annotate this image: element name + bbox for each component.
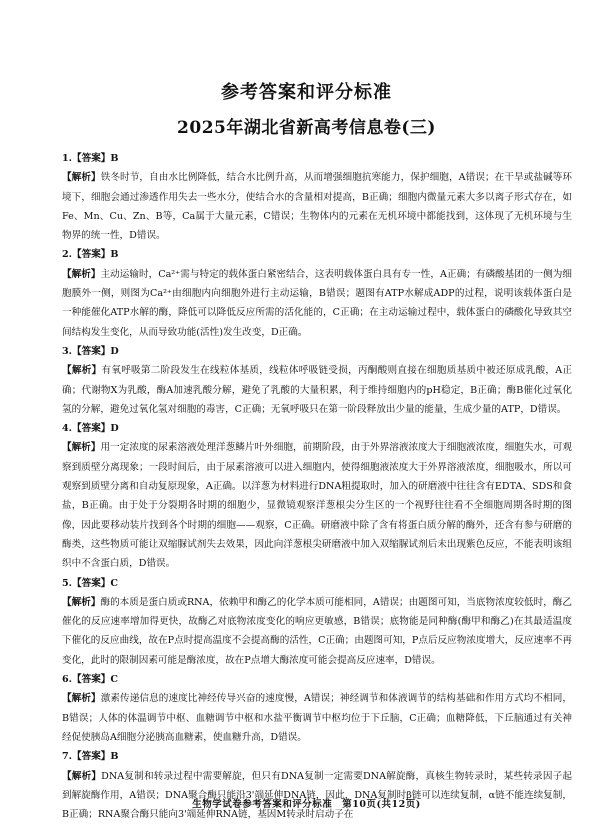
answer-item-5: [62, 574, 572, 670]
explanation-tag: 【解析】: [62, 442, 101, 454]
answer-label: 2.【答案】B: [62, 249, 119, 261]
answer-item-2: [62, 245, 572, 341]
answer-item-7: [62, 747, 572, 824]
page-subtitle: 2025年湖北省新高考信息卷(三): [177, 118, 436, 138]
answer-label: 1.【答案】B: [62, 153, 119, 164]
explanation-body: 酶的本质是蛋白质或RNA，依赖甲和酶乙的化学本质可能相同，A错误；由题图可知，当底物浓度较低时，酶乙催化的反应速率增加得更快，故酶乙对底物浓度变化的响应更敏感，B错误；底物能是同种酶(酶甲和酶乙)在其最适温度下催化的反应曲线，故在P点时提高温度不会提高酶的活性，C正确；由题图可知，P点后反应物浓度增大，反应速率不再变化，此时的限制因素可能是酶浓度，故在P点增大酶浓度可能会提高反应速率，D错误。: [62, 596, 573, 666]
answer-item-6: [62, 670, 572, 747]
page-footer: 生物学试卷参考答案和评分标准 第10页(共12页): [192, 799, 421, 810]
explanation-tag: 【解析】: [62, 172, 101, 184]
explanation-text: [62, 593, 572, 670]
answer-label: 6.【答案】C: [62, 674, 119, 686]
explanation-text: [62, 168, 572, 245]
explanation-text: [62, 438, 572, 573]
answer-item-1: [62, 149, 572, 245]
explanation-tag: 【解析】: [62, 268, 101, 280]
explanation-body: 激素传递信息的速度比神经传导兴奋的速度慢，A错误；神经调节和体液调节的结构基础和作用方式均不相同，B错误；人体的体温调节中枢、血糖调节中枢和水盐平衡调节中枢均位于下丘脑，C正确；血糖降低，下丘脑通过有关神经促使胰岛A细胞分泌胰高血糖素，使血糖升高，D错误。: [62, 693, 572, 743]
explanation-tag: 【解析】: [62, 365, 102, 377]
answer-label: 3.【答案】D: [62, 345, 119, 357]
explanation-body: DNA复制和转录过程中需要解旋，但只有DNA复制一定需要DNA解旋酶，真核生物转录时，某些转录因子起到解旋酶作用，A错误；DNA聚合酶只能沿3'端延伸DNA链，因此，DNA复制时β链可以连续复制，α链不能连续复制，B正确；RNA聚合酶只能向3'端延伸RNA链，基因M转录时启动子在: [62, 770, 573, 821]
explanation-text: [62, 361, 572, 419]
explanation-tag: 【解析】: [62, 693, 101, 705]
explanation-body: 主动运输时，Ca²⁺需与特定的载体蛋白紧密结合，这表明载体蛋白具有专一性，A正确；有磷酸基团的一侧为细胞膜外一侧，则图为Ca²⁺由细胞内向细胞外进行主动运输，B错误；题图有ATP水解成ADP的过程，说明该载体蛋白是一种能催化ATP水解的酶，降低可以降低反应所需的活化能的，C正确；在主动运输过程中，载体蛋白的磷酸化导致其空间结构发生变化，从而导致功能(活性)发生改变，D正确。: [62, 268, 573, 338]
explanation-body: 有氧呼吸第二阶段发生在线粒体基质，线粒体呼吸链受损，丙酮酸则直接在细胞质基质中被还原成乳酸，A正确；代谢物X为乳酸，酶A加速乳酸分解，避免了乳酸的大量积累，利于维持细胞内的pH稳定，B正确；酶B催化过氧化氢的分解，避免过氧化氢对细胞的毒害，C正确；无氧呼吸只在第一阶段释放出少量的能量，生成少量的ATP，D错误。: [62, 365, 573, 415]
answer-label: 5.【答案】C: [62, 577, 119, 589]
explanation-tag: 【解析】: [62, 770, 102, 782]
answer-list: [62, 149, 572, 824]
explanation-body: 用一定浓度的尿素溶液处理洋葱鳞片叶外细胞，前期阶段，由于外界溶液浓度大于细胞液浓度，细胞失水，可观察到质壁分离现象；一段时间后，由于尿素溶液可以进入细胞内，使得细胞液浓度大于外界溶液浓度，细胞吸水，所以可观察到质壁分离和自动复原现象，A正确。以洋葱为材料进行DNA粗提取时，加入的研磨液中往往含有EDTA、SDS和食盐，B正确。由于处于分裂期各时期的细胞少，显微镜观察洋葱根尖分生区的一个视野往往看不全细胞周期各时期的图像，因此要移动装片找到各个时期的细胞——观察，C正确。研磨液中除了含有将蛋白质分解的酶外，还含有参与研磨的酶类，这些物质可能让双缩脲试剂失去效果，因此向洋葱根尖研磨液中加入双缩脲试剂后未出现紫色反应，不能表明该组织中不含蛋白质，D错误。: [62, 442, 573, 570]
answer-label: 4.【答案】D: [62, 423, 119, 435]
page-title: 参考答案和评分标准: [221, 82, 392, 103]
explanation-text: [62, 689, 572, 747]
answer-item-3: [62, 342, 572, 419]
explanation-tag: 【解析】: [62, 596, 101, 608]
explanation-text: [62, 265, 572, 342]
answer-label: 7.【答案】B: [62, 751, 119, 763]
answer-item-4: [62, 419, 572, 573]
explanation-body: 铁冬时节，自由水比例降低，结合水比例升高，从而增强细胞抗寒能力，保护细胞，A错误；在干旱或盐碱等环境下，细胞会通过渗透作用失去一些水分，使结合水的含量相对提高，B正确；细胞内微量元素大多以离子形式存在，如Fe、Mn、Cu、Zn、B等，Ca属于大量元素，C错误；生物体内的元素在无机环境中都能找到，这体现了无机环境与生物界的统一性，D错误。: [62, 172, 572, 242]
